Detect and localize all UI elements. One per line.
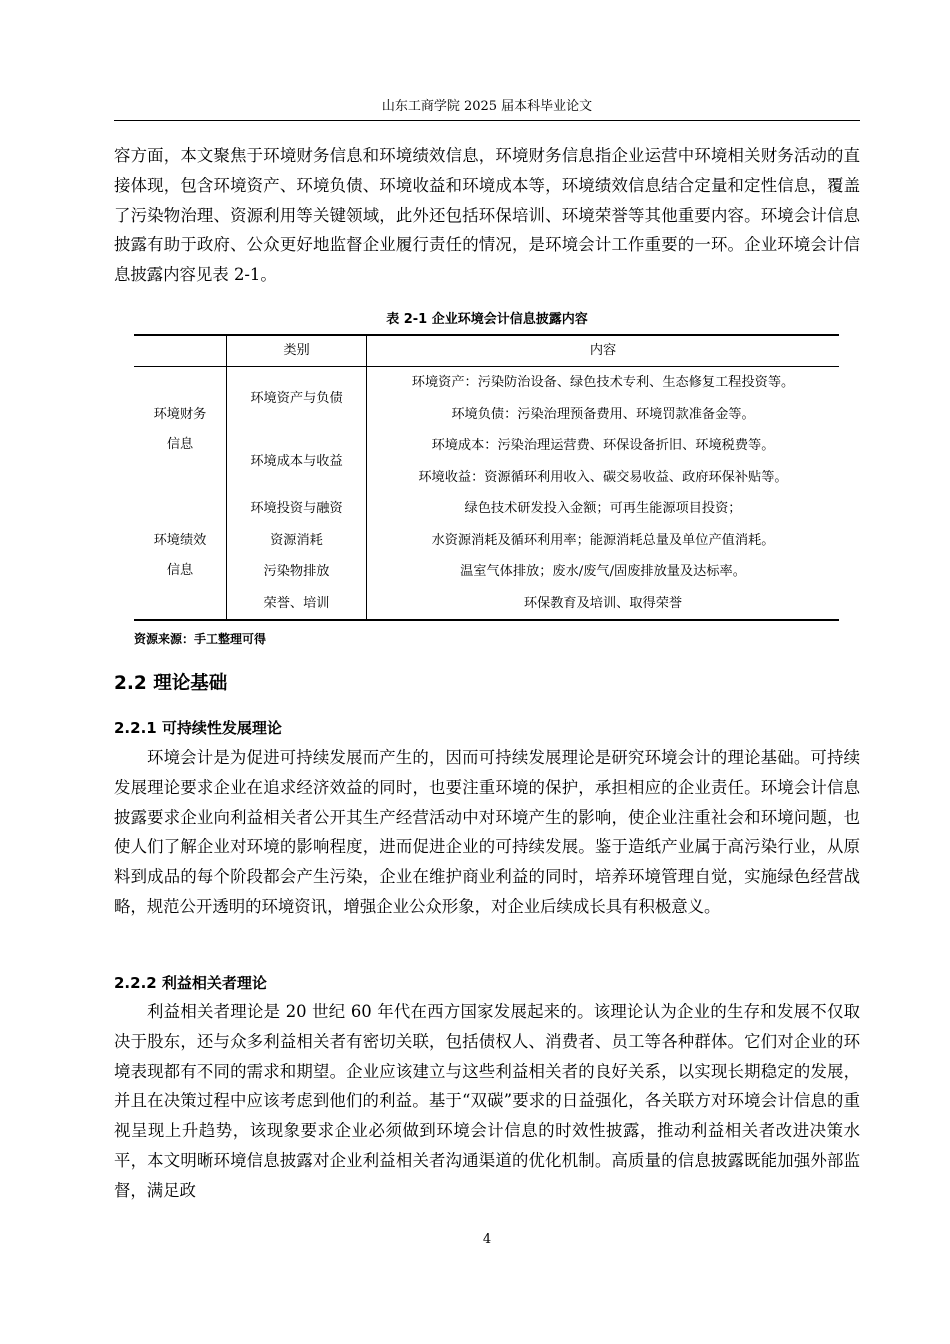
group-label-performance — [134, 493, 227, 620]
table-row — [134, 588, 839, 621]
category-cell: 污染物排放 — [227, 556, 367, 588]
group-label-line: 环境财务 — [153, 407, 207, 422]
group-label-line: 环境绩效 — [153, 533, 207, 548]
disclosure-table — [134, 334, 839, 621]
section-heading-2-2-2: 2.2.2 利益相关者理论 — [114, 974, 267, 992]
section-2-2-1-paragraph: 环境会计是为促进可持续发展而产生的，因而可持续发展理论是研究环境会计的理论基础。可持续发展理论要求企业在追求经济效益的同时，也要注重环境的保护，承担相应的企业责任。环境会计信息披露要求企业向利益相关者公开其生产经营活动中对环境产生的影响，使企业注重社会和环境问题，也使人们了解企业对环境的影响程度，进而促进企业的可持续发展。鉴于造纸产业属于高污染行业，从原料到成品的每个阶段都会产生污染，企业在维护商业利益的同时，培养环境管理自觉，实施绿色经营战略，规范公开透明的环境资讯，增强企业公众形象，对企业后续成长具有积极意义。 — [114, 748, 860, 916]
section-2-2-2-paragraph: 利益相关者理论是 20 世纪 60 年代在西方国家发展起来的。该理论认为企业的生存和发展不仅取决于股东，还与众多利益相关者有密切关联，包括债权人、消费者、员工等各种群体。它们对企业的环境表现都有不同的需求和期望。企业应该建立与这些利益相关者的良好关系，以实现长期稳定的发展，并且在决策过程中应该考虑到他们的利益。基于“双碳”要求的日益强化，各关联方对环境会计信息的重视呈现上升趋势，该现象要求企业必须做到环境会计信息的时效性披露，推动利益相关者改进决策水平，本文明晰环境信息披露对企业利益相关者沟通渠道的优化机制。高质量的信息披露既能加强外部监督，满足政 — [114, 1002, 860, 1200]
header-category: 类别 — [227, 335, 367, 367]
table-caption: 表 2-1 企业环境会计信息披露内容 — [386, 312, 588, 327]
table-row — [134, 525, 839, 557]
group-label-line: 信息 — [166, 437, 194, 452]
category-cell: 环境投资与融资 — [227, 493, 367, 525]
section-heading-2-2: 2.2 理论基础 — [114, 673, 228, 694]
category-cell: 资源消耗 — [227, 525, 367, 557]
table-row — [134, 430, 839, 462]
running-header: 山东工商学院 2025 届本科毕业论文 — [381, 99, 593, 114]
category-cell: 环境资产与负债 — [227, 367, 367, 431]
header-content: 内容 — [589, 343, 617, 358]
intro-paragraph: 容方面，本文聚焦于环境财务信息和环境绩效信息，环境财务信息指企业运营中环境相关财务活动的直接体现，包含环境资产、环境负债、环境收益和环境成本等，环境绩效信息结合定量和定性信息，覆盖了污染物治理、资源利用等关键领域，此外还包括环保培训、环境荣誉等其他重要内容。环境会计信息披露有助于政府、公众更好地监督企业履行责任的情况，是环境会计工作重要的一环。企业环境会计信息披露内容见表 2-1。 — [114, 146, 860, 285]
group-label-financial — [134, 367, 227, 494]
content-cell: 环保教育及培训、取得荣誉 — [523, 595, 683, 611]
table-row — [134, 367, 839, 399]
page-number: 4 — [482, 1232, 492, 1247]
content-cell: 环境成本：污染治理运营费、环保设备折旧、环境税费等。 — [431, 438, 775, 453]
table-source-note: 资源来源：手工整理可得 — [134, 632, 267, 646]
header-blank-cell — [134, 335, 227, 367]
category-cell: 环境成本与收益 — [227, 430, 367, 493]
table-header-row — [134, 335, 839, 367]
content-cell: 环境资产：污染防治设备、绿色技术专利、生态修复工程投资等。 — [411, 375, 795, 390]
content-cell: 温室气体排放；废水/废气/固废排放量及达标率。 — [460, 564, 746, 579]
content-cell: 环境负债：污染治理预备费用、环境罚款准备金等。 — [451, 406, 755, 422]
header-rule — [114, 120, 860, 121]
content-cell: 环境收益：资源循环利用收入、碳交易收益、政府环保补贴等。 — [418, 469, 788, 485]
content-cell: 绿色技术研发投入金额；可再生能源项目投资； — [464, 501, 742, 516]
table-row — [134, 493, 839, 525]
table-row — [134, 556, 839, 588]
section-heading-2-2-1: 2.2.1 可持续性发展理论 — [114, 719, 282, 737]
category-cell: 荣誉、培训 — [227, 588, 367, 621]
group-label-line: 信息 — [166, 563, 194, 578]
content-cell: 水资源消耗及循环利用率；能源消耗总量及单位产值消耗。 — [431, 532, 775, 548]
